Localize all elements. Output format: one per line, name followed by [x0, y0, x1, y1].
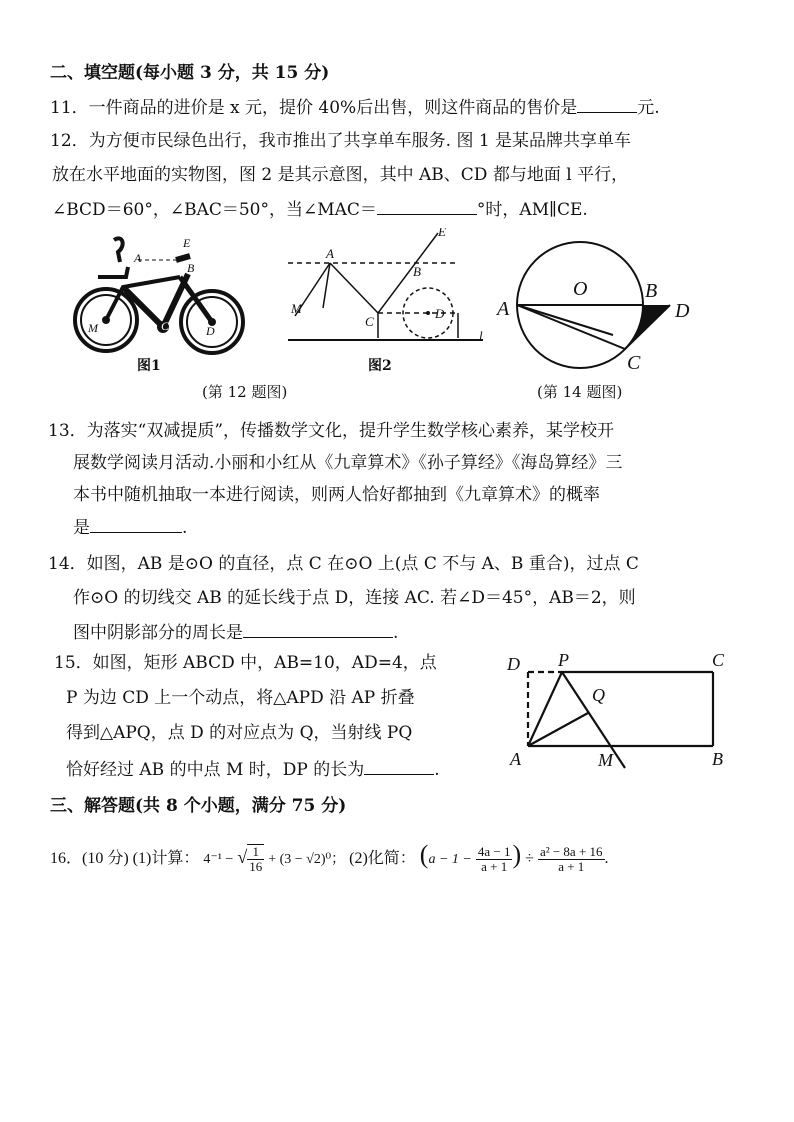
q13-line3: 本书中随机抽取一本进行阅读，则两人恰好都抽到《九章算术》的概率 [73, 485, 600, 505]
q14-line3 [73, 621, 398, 644]
fig14-label-C: C [627, 352, 641, 374]
q16-f2-den: a + 1 [558, 858, 585, 874]
q16-part2: (2)化简： [349, 850, 416, 867]
q16-sqrt-num: 1 [247, 845, 264, 860]
fig15-label-B: B [712, 749, 723, 769]
fig15-label-P: P [558, 650, 569, 670]
q15-line4a: 恰好经过 AB 的中点 M 时，DP 的长为 [66, 760, 365, 780]
fig2-label-B: B [413, 264, 421, 279]
q16-fraction-2 [538, 845, 605, 874]
q12-line2: 放在水平地面的实物图，图 2 是其示意图，其中 AB、CD 都与地面 l 平行， [52, 165, 629, 185]
fig14-label-O: O [573, 278, 588, 300]
q12-line3a: ∠BCD＝60°，∠BAC＝50°，当∠MAC＝ [52, 200, 377, 220]
q15-answer-blank[interactable] [364, 758, 434, 775]
q15-line4b: . [434, 760, 440, 780]
q16-sqrt-fraction [247, 844, 264, 874]
q12-line3 [52, 198, 588, 221]
q16-simplify-a: a − 1 − [428, 852, 472, 867]
q11-answer-blank[interactable] [577, 96, 637, 113]
q15-line2: P 为边 CD 上一个动点，将△APD 沿 AP 折叠 [66, 688, 415, 708]
q15-line4 [66, 758, 440, 781]
fig2-label: 图2 [368, 358, 392, 374]
bike-label-D: D [206, 324, 215, 338]
fig2-label-E: E [438, 228, 446, 239]
schematic-figure [283, 228, 493, 353]
fig2-label-C: C [365, 314, 374, 329]
q13-line2: 展数学阅读月活动.小丽和小红从《九章算术》《孙子算经》《海岛算经》三 [73, 453, 623, 473]
fig15-label-C: C [712, 650, 725, 670]
bike-label-A: A [134, 251, 142, 265]
question-16: 16．(10 分) (1)计算： 4⁻¹ − √ $\frac{1}{16}$ + (3 − √2)⁰； (2)化简： (a − 1 − $\frac{4a - 1}{a + 1}$ ) ÷ $\frac{\text{a² − 8a + 16}}{a + 1}$ . [50, 840, 609, 875]
segment-AC [517, 305, 625, 349]
bike-label-B: B [187, 261, 195, 275]
q13-line4b: . [182, 518, 188, 538]
q16-prefix: 16．(10 分) (1)计算： [50, 850, 200, 867]
q12-line1: 12．为方便市民绿色出行，我市推出了共享单车服务. 图 1 是某品牌共享单车 [50, 131, 632, 151]
fig14-label-B: B [645, 280, 658, 302]
q13-line4 [73, 516, 187, 539]
q14-line3a: 图中阴影部分的周长是 [73, 623, 243, 643]
rectangle-figure-q15 [500, 648, 750, 773]
fig14-label-A: A [497, 298, 510, 320]
q16-end: . [604, 850, 609, 867]
fig15-label-Q: Q [592, 685, 605, 705]
q16-sqrt-den: 16 [249, 859, 263, 875]
fig15-label-A: A [510, 749, 521, 769]
bicycle-figure [68, 232, 248, 357]
q16-f1-num: 4a − 1 [477, 843, 511, 859]
caption-q12: (第 12 题图) [202, 383, 288, 401]
bike-label-M: M [88, 321, 98, 335]
q13-answer-blank[interactable] [90, 516, 182, 533]
q16-f2-num: a² − 8a + 16 [539, 843, 603, 859]
section-title-fill-in: 二、填空题(每小题 3 分，共 15 分) [50, 63, 330, 83]
bike-label-C: C [161, 319, 170, 333]
q16-calc-a: 4⁻¹ − [203, 852, 234, 867]
fig2-label-M: M [291, 301, 302, 316]
q14-line1: 14．如图，AB 是⊙O 的直径，点 C 在⊙O 上(点 C 不与 A、B 重合)，过点 C [48, 554, 639, 574]
bike-label-E: E [183, 236, 191, 250]
q12-line3b: °时，AM∥CE. [476, 200, 588, 220]
q15-line3: 得到△APQ，点 D 的对应点为 Q，当射线 PQ [66, 723, 413, 743]
q16-f1-den: a + 1 [481, 858, 508, 874]
q11-tail: 元. [637, 98, 660, 118]
fig2-label-D: D [435, 306, 445, 321]
sqrt-symbol: √ [237, 847, 248, 867]
q14-answer-blank[interactable] [243, 621, 393, 638]
fig2-label-A: A [326, 246, 334, 261]
q16-calc-b: + (3 − √2)⁰； [268, 852, 346, 867]
fig15-label-M: M [598, 750, 613, 770]
fig14-label-D: D [675, 300, 690, 322]
section-title-answers: 三、解答题(共 8 个小题，满分 75 分) [50, 796, 347, 816]
q15-line1: 15．如图，矩形 ABCD 中，AB=10，AD=4，点 [54, 653, 437, 673]
question-11 [50, 96, 660, 119]
circle-figure-q14 [495, 235, 705, 375]
fig15-label-D: D [507, 654, 520, 674]
fig2-label-l: l [479, 328, 483, 343]
fig1-label: 图1 [137, 358, 161, 374]
q11-text: 11．一件商品的进价是 x 元，提价 40%后出售，则这件商品的售价是 [50, 98, 578, 118]
q14-line2: 作⊙O 的切线交 AB 的延长线于点 D，连接 AC. 若∠D＝45°，AB＝2，则 [73, 588, 636, 608]
q12-answer-blank[interactable] [377, 198, 477, 215]
caption-q14: (第 14 题图) [537, 383, 623, 401]
q16-fraction-1 [476, 845, 513, 874]
q16-divide: ÷ [525, 850, 534, 867]
q13-line1: 13．为落实“双减提质”，传播数学文化，提升学生数学核心素养，某学校开 [48, 421, 615, 441]
q13-line4a: 是 [73, 518, 90, 538]
q14-line3b: . [393, 623, 399, 643]
